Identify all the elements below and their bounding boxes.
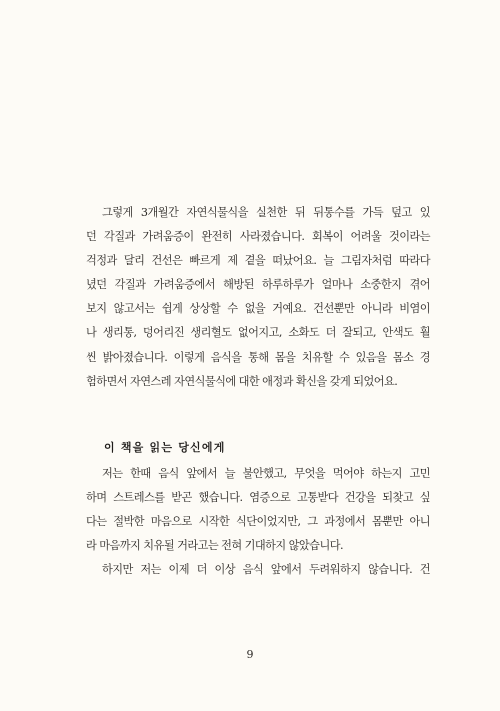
body-paragraphs-section xyxy=(86,462,430,582)
section-heading: 이 책을 읽는 당신에게 xyxy=(104,441,226,454)
text-line: 걱정과 달리 건선은 빠르게 제 곁을 떠났어요. 늘 그림자처럼 따라다 xyxy=(86,254,430,268)
text-line: 나 생리통, 덩어리진 생리혈도 없어지고, 소화도 더 잘되고, 안색도 훨 xyxy=(86,326,430,340)
text-line: 하며 스트레스를 받곤 했습니다. 염증으로 고통받다 건강을 되찾고 싶 xyxy=(86,491,430,505)
text-line: 하지만 저는 이제 더 이상 음식 앞에서 두려워하지 않습니다. 건 xyxy=(102,563,430,577)
page-number: 9 xyxy=(246,648,254,661)
text-line: 그렇게 3개월간 자연식물식을 실천한 뒤 뒤통수를 가득 덮고 있 xyxy=(102,206,430,219)
text-line: 라 마음까지 치유될 거라고는 전혀 기대하지 않았습니다. xyxy=(86,539,343,553)
text-line: 보지 않고서는 쉽게 상상할 수 없을 거예요. 건선뿐만 아니라 비염이 xyxy=(86,302,430,316)
text-line: 녔던 각질과 가려움증에서 해방된 하루하루가 얼마나 소중한지 겪어 xyxy=(86,278,430,292)
text-line: 씬 밝아졌습니다. 이렇게 음식을 통해 몸을 치유할 수 있음을 몸소 경 xyxy=(86,350,430,364)
text-line: 험하면서 자연스레 자연식물식에 대한 애정과 확신을 갖게 되었어요. xyxy=(86,374,398,388)
text-line: 던 각질과 가려움증이 완전히 사라졌습니다. 회복이 어려울 것이라는 xyxy=(86,230,430,244)
body-paragraph-recovery xyxy=(86,201,430,394)
text-line: 다는 절박한 마음으로 시작한 식단이었지만, 그 과정에서 몸뿐만 아니 xyxy=(86,515,430,529)
text-line: 저는 한때 음식 앞에서 늘 불안했고, 무엇을 먹어야 하는지 고민 xyxy=(102,467,430,480)
